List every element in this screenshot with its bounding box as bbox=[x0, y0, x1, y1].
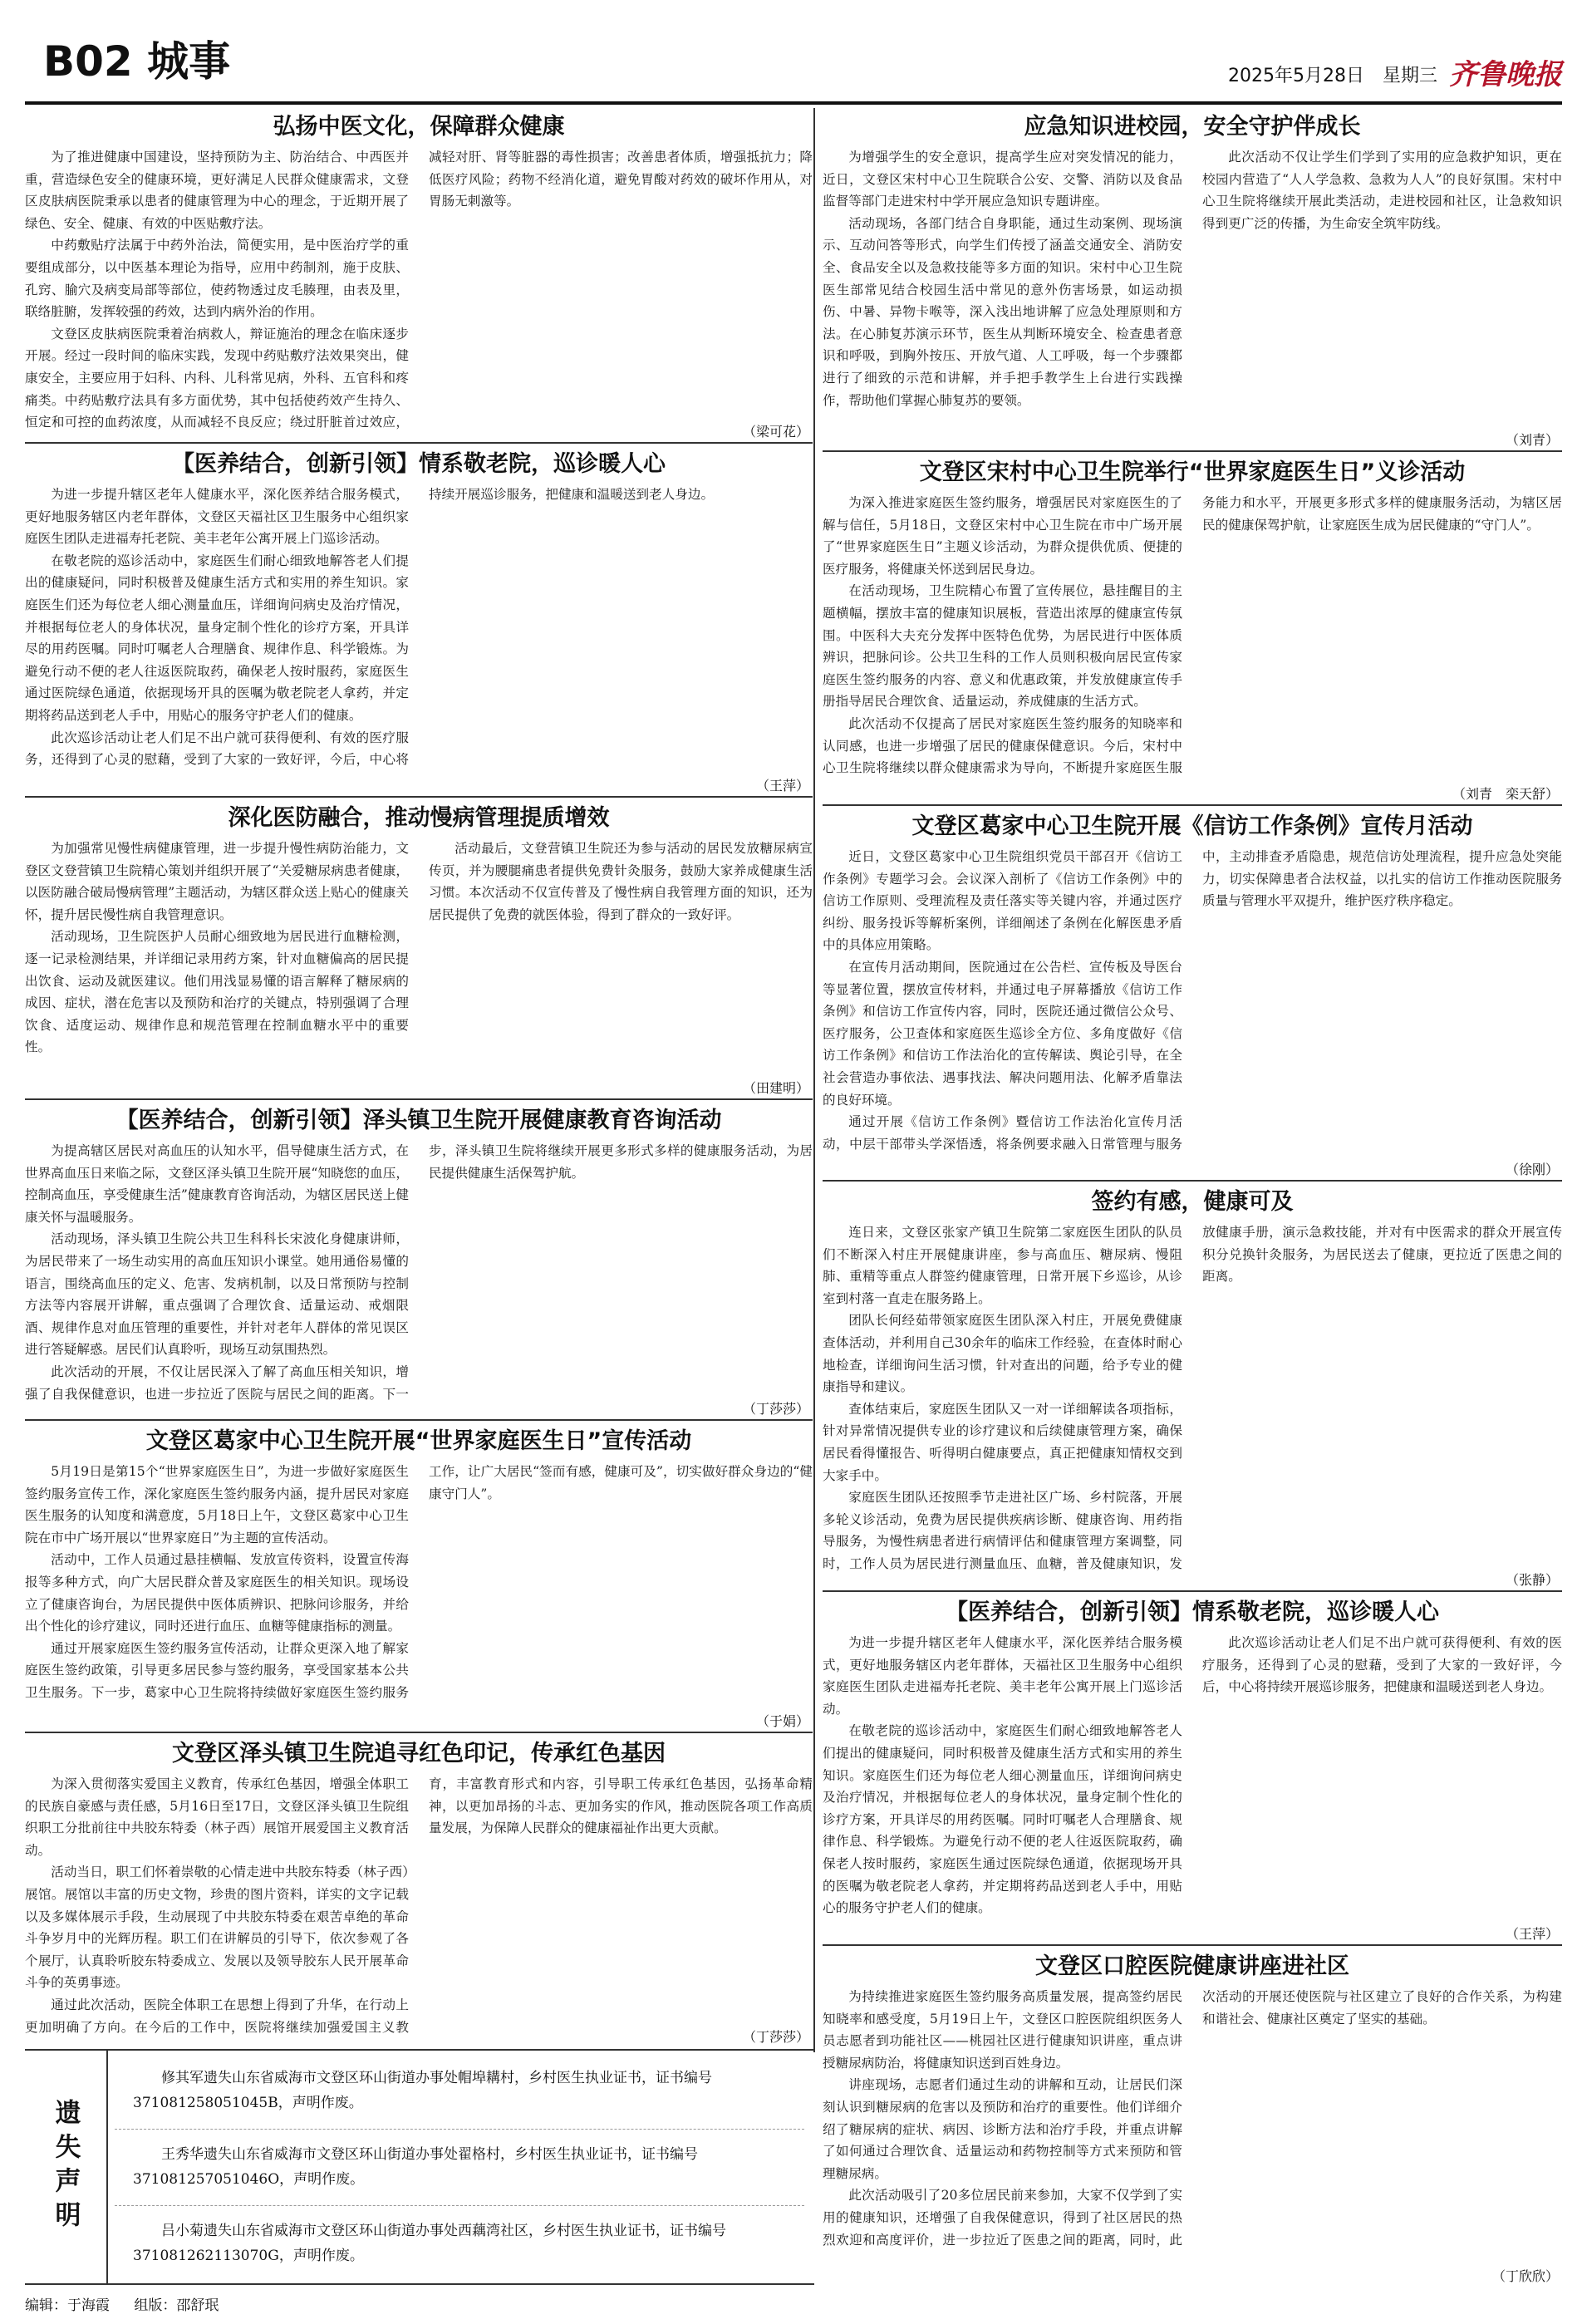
article-divider bbox=[25, 1419, 813, 1421]
article-paragraph: 为深入推进家庭医生签约服务，增强居民对家庭医生的了解与信任，5月18日，文登区宋村中心卫生院在市中广场开展了“世界家庭医生日”主题义诊活动，为群众提供优质、便捷的医疗服务，将健康关怀送到居民身边。 bbox=[823, 495, 1182, 577]
article-paragraph: 连日来，文登区张家产镇卫生院第二家庭医生团队的队员们不断深入村庄开展健康讲座，参与高血压、糖尿病、慢阻肺、重精等重点人群签约健康管理，日常开展下乡巡诊，从诊室到村落一直走在服务路上。 bbox=[823, 1225, 1182, 1306]
article-paragraph: 此次巡诊活动让老人们足不出户就可获得便利、有效的医疗服务，还得到了心灵的慰藉，受到了大家的一致好评，今后，中心将持续开展巡诊服务，把健康和温暖送到老人身边。 bbox=[25, 487, 715, 768]
article-paragraph: 查体结束后，家庭医生团队又一对一详细解读各项指标，针对异常情况提供专业的诊疗建议和后续健康管理方案，确保居民看得懂报告、听得明白健康要点，真正把健康知情权交到大家手中。 bbox=[823, 1401, 1182, 1483]
article bbox=[25, 799, 813, 1097]
article-body bbox=[25, 1140, 813, 1416]
article-title: 文登区口腔医院健康讲座进社区 bbox=[1035, 1953, 1349, 1979]
article-body bbox=[823, 846, 1562, 1177]
article-paragraph: 在宣传月活动期间，医院通过在公告栏、宣传板及导医台等显著位置，摆放宣传材料，并通过电子屏幕播放《信访工作条例》和信访工作宣传内容，同时，医院还通过微信公众号、医疗服务，公卫查体和家庭医生巡诊全方位、多角度做好《信访工作条例》和信访工作法治化的宣传解读、舆论引导，在全社会营造办事依法、遇事找法、解决问题用法、化解矛盾靠法的良好环境。 bbox=[823, 959, 1182, 1108]
article bbox=[25, 108, 813, 440]
lost-notice: 吕小菊遗失山东省威海市文登区环山街道办事处西藕湾社区，乡村医生执业证书，证书编号371081262113070G，声明作废。 bbox=[133, 2223, 726, 2264]
article-byline: （王萍） bbox=[1501, 1924, 1559, 1943]
lost-notices bbox=[25, 2049, 814, 2285]
article-body bbox=[25, 1461, 813, 1728]
article-byline: （丁欣欣） bbox=[1487, 2266, 1559, 2285]
article-paragraph: 此次活动吸引了20多位居民前来参加，大家不仅学到了实用的健康知识，还增强了自我保健意识，得到了社区居民的热烈欢迎和高度评价，进一步拉近了医患之间的距离，同时，此次活动的开展还使医院与社区建立了良好的合作关系，为构建和谐社会、健康社区奠定了坚实的基础。 bbox=[823, 1989, 1562, 2248]
article-paragraph: 此次活动不仅让学生们学到了实用的应急救护知识，更在校园内营造了“人人学急救、急救为人人”的良好氛围。宋村中心卫生院将继续开展此类活动，走进校园和社区，让急救知识得到更广泛的传播，为生命安全筑牢防线。 bbox=[1202, 150, 1562, 231]
article-divider bbox=[25, 442, 813, 444]
lost-notice: 王秀华遗失山东省威海市文登区环山街道办事处翟格村，乡村医生执业证书，证书编号371081257051046O，声明作废。 bbox=[133, 2146, 698, 2188]
article bbox=[823, 108, 1562, 449]
article-body bbox=[25, 484, 813, 793]
article-paragraph: 近日，文登区葛家中心卫生院组织党员干部召开《信访工作条例》专题学习会。会议深入剖析了《信访工作条例》中的信访工作原则、受理流程及责任落实等关键内容，并通过医疗纠纷、服务投诉等解析案例，详细阐述了条例在化解医患矛盾中的具体应用策略。 bbox=[823, 849, 1182, 953]
editor-name: 编辑：于海霞 bbox=[25, 2297, 110, 2314]
article-paragraph: 讲座现场，志愿者们通过生动的讲解和互动，让居民们深刻认识到糖尿病的危害以及预防和治疗的重要性。他们详细介绍了糖尿病的症状、病因、诊断方法和治疗手段，并重点讲解了如何通过合理饮食、适量运动和药物控制等方式来预防和管理糖尿病。 bbox=[823, 2077, 1182, 2181]
article-divider bbox=[25, 1098, 813, 1100]
article bbox=[25, 1102, 813, 1417]
article bbox=[823, 1183, 1562, 1589]
editor-credits bbox=[25, 2293, 238, 2314]
article-paragraph: 通过开展家庭医生签约服务宣传活动，让群众更深入地了解家庭医生签约政策，引导更多居民参与签约服务，享受国家基本公共卫生服务。下一步，葛家中心卫生院将持续做好家庭医生签约服务工作，让广大居民“签而有感，健康可及”，切实做好群众身边的“健康守门人”。 bbox=[25, 1464, 813, 1700]
newspaper-logo: 齐鲁晚报 bbox=[1449, 58, 1562, 91]
article-body bbox=[25, 146, 813, 439]
article bbox=[823, 1948, 1562, 2285]
article-paragraph: 在敬老院的巡诊活动中，家庭医生们耐心细致地解答老人们提出的健康疑问，同时积极普及健康生活方式和实用的养生知识。家庭医生们还为每位老人细心测量血压，详细询问病史及治疗情况，并根据每位老人的身体状况，量身定制个性化的诊疗方案，开具详尽的用药医嘱。同时叮嘱老人合理膳食、规律作息、科学锻炼。为避免行动不便的老人往返医院取药，确保老人按时服药，家庭医生通过医院绿色通道，依据现场开具的医嘱为敬老院老人拿药，并定期将药品送到老人手中，用贴心的服务守护老人们的健康。 bbox=[25, 553, 409, 723]
article-paragraph: 家庭医生团队还按照季节走进社区广场、乡村院落，开展多轮义诊活动，免费为居民提供疾病诊断、健康咨询、用药指导服务，为慢性病患者进行病情评估和健康管理方案调整，同时，工作人员为居民进行测量血压、血糖，普及健康知识，发放健康手册，演示急救技能，并对有中医需求的群众开展宣传积分兑换针灸服务，为居民送去了健康，更拉近了医患之间的距离。 bbox=[823, 1225, 1562, 1571]
article-divider bbox=[823, 804, 1562, 806]
article-body bbox=[823, 146, 1562, 447]
article-byline: （张静） bbox=[1501, 1570, 1559, 1589]
article-divider bbox=[823, 450, 1562, 452]
article-byline: （刘青） bbox=[1501, 430, 1559, 449]
article-byline: （丁莎莎） bbox=[738, 2027, 809, 2046]
lost-notice: 修其军遗失山东省威海市文登区环山街道办事处帽埠耩村，乡村医生执业证书，证书编号371081258051045B，声明作废。 bbox=[133, 2070, 712, 2111]
article-title: 文登区葛家中心卫生院开展“世界家庭医生日”宣传活动 bbox=[145, 1428, 692, 1454]
article bbox=[25, 1422, 813, 1730]
column-divider bbox=[813, 108, 815, 2052]
article-body bbox=[25, 1773, 813, 2044]
article-byline: （刘青 栾天舒） bbox=[1447, 784, 1559, 803]
article bbox=[823, 454, 1562, 803]
article-divider bbox=[823, 1944, 1562, 1946]
article-paragraph: 活动现场，泽头镇卫生院公共卫生科科长宋波化身健康讲师，为居民带来了一场生动实用的高血压知识小课堂。她用通俗易懂的语言，围绕高血压的定义、危害、发病机制，以及日常预防与控制方法等内容展开讲解，重点强调了合理饮食、适量运动、戒烟限酒、规律作息对血压管理的重要性，并针对老年人群体的常见误区进行答疑解惑。居民们认真聆听，现场互动氛围热烈。 bbox=[25, 1231, 409, 1358]
article-title: 文登区宋村中心卫生院举行“世界家庭医生日”义诊活动 bbox=[919, 459, 1466, 485]
article-paragraph: 活动当日，职工们怀着崇敬的心情走进中共胶东特委（林子西）展馆。展馆以丰富的历史文物，珍贵的图片资料，详实的文字记载以及多媒体展示手段，生动展现了中共胶东特委在艰苦卓绝的革命斗争岁月中的光辉历程。职工们在讲解员的引导下，依次参观了各个展厅，认真聆听胶东特委成立、发展以及领导胶东人民开展革命斗争的英勇事迹。 bbox=[25, 1865, 409, 1991]
article-paragraph: 中药敷贴疗法属于中药外治法，简便实用，是中医治疗学的重要组成部分，以中医基本理论为指导，应用中药制剂，施于皮肤、孔窍、腧穴及病变局部等部位，使药物透过皮毛腠理，由表及里，联络脏腑，发挥较强的药效，达到内病外治的作用。 bbox=[25, 238, 409, 320]
article-divider bbox=[823, 1590, 1562, 1592]
article-paragraph: 5月19日是第15个“世界家庭医生日”，为进一步做好家庭医生签约服务宣传工作，深化家庭医生签约服务内涵，提升居民对家庭医生服务的认知度和满意度，5月18日上午，文登区葛家中心卫生院在市中广场开展以“世界家庭日”为主题的宣传活动。 bbox=[25, 1464, 409, 1545]
layout-editor-name: 组版：邵舒珉 bbox=[134, 2297, 219, 2314]
article bbox=[823, 1594, 1562, 1943]
article-paragraph: 为深入贯彻落实爱国主义教育，传承红色基因，增强全体职工的民族自豪感与责任感，5月16日至17日，文登区泽头镇卫生院组织职工分批前往中共胶东特委（林子西）展馆开展爱国主义教育活动。 bbox=[25, 1776, 409, 1858]
article-title: 弘扬中医文化，保障群众健康 bbox=[273, 114, 565, 140]
article-divider bbox=[25, 796, 813, 798]
article-byline: （徐刚） bbox=[1501, 1159, 1559, 1178]
article-paragraph: 活动现场，各部门结合自身职能，通过生动案例、现场演示、互动问答等形式，向学生们传授了涵盖交通安全、消防安全、食品安全以及急救技能等多方面的知识。宋村中心卫生院医生部常见结合校园生活中常见的意外伤害场景，如运动损伤、中暑、异物卡喉等，深入浅出地讲解了应急处理原则和方法。在心肺复苏演示环节，医生从判断环境安全、检查患者意识和呼吸，到胸外按压、开放气道、人工呼吸，每一个步骤都进行了细致的示范和讲解，并手把手教学生上台进行实践操作，帮助他们掌握心肺复苏的要领。 bbox=[823, 215, 1182, 408]
article-paragraph: 为了推进健康中国建设，坚持预防为主、防治结合、中西医并重，营造绿色安全的健康环境，更好满足人民群众健康需求，文登区皮肤病医院秉承以患者的健康管理为中心的理念，于近期开展了绿色、安全、健康、有效的中医贴敷疗法。 bbox=[25, 150, 409, 231]
article-paragraph: 在敬老院的巡诊活动中，家庭医生们耐心细致地解答老人们提出的健康疑问，同时积极普及健康生活方式和实用的养生知识。家庭医生们还为每位老人细心测量血压，详细询问病史及治疗情况，并根据每位老人的身体状况，量身定制个性化的诊疗方案，开具详尽的用药医嘱。同时叮嘱老人合理膳食、规律作息、科学锻炼。为避免行动不便的老人往返医院取药，确保老人按时服药，家庭医生通过医院绿色通道，依据现场开具的医嘱为敬老院老人拿药，并定期将药品送到老人手中，用贴心的服务守护老人们的健康。 bbox=[823, 1723, 1182, 1916]
article-body bbox=[823, 1221, 1562, 1587]
article-paragraph: 为持续推进家庭医生签约服务高质量发展，提高签约居民知晓率和感受度，5月19日上午，文登区口腔医院组织医务人员志愿者到功能社区——桃园社区进行健康知识讲座，重点讲授糖尿病防治，将健康知识送到百姓身边。 bbox=[823, 1989, 1182, 2071]
article-title: 【医养结合，创新引领】泽头镇卫生院开展健康教育咨询活动 bbox=[115, 1108, 722, 1133]
article-divider bbox=[823, 1180, 1562, 1182]
lost-notices-label: 遗失声明 bbox=[25, 2051, 108, 2283]
article-byline: （梁可花） bbox=[738, 421, 809, 440]
article bbox=[823, 808, 1562, 1178]
article-paragraph: 为进一步提升辖区老年人健康水平，深化医养结合服务模式，更好地服务辖区内老年群体，天福社区卫生服务中心组织家庭医生团队走进福寿托老院、美丰老年公寓开展上门巡诊活动。 bbox=[823, 1635, 1182, 1717]
article-paragraph: 通过开展《信访工作条例》暨信访工作法治化宣传月活动，中层干部带头学深悟透，将条例要求融入日常管理与服务中，主动排查矛盾隐患，规范信访处理流程，提升应急处突能力，切实保障患者合法权益，以扎实的信访工作推动医院服务质量与管理水平双提升，维护医疗秩序稳定。 bbox=[823, 849, 1562, 1152]
article-paragraph: 在活动现场，卫生院精心布置了宣传展位，悬挂醒目的主题横幅，摆放丰富的健康知识展板，营造出浓厚的健康宣传氛围。中医科大夫充分发挥中医特色优势，为居民进行中医体质辨识，把脉问诊。公共卫生科的工作人员则积极向居民宣传家庭医生签约服务的内容、意义和优惠政策，并发放健康宣传手册指导居民合理饮食、适量运动，养成健康的生活方式。 bbox=[823, 583, 1182, 710]
article-title: 应急知识进校园，安全守护伴成长 bbox=[1024, 114, 1361, 140]
article-byline: （于娟） bbox=[751, 1711, 809, 1730]
masthead bbox=[25, 12, 1562, 105]
notice-divider bbox=[115, 2205, 804, 2206]
article-body bbox=[823, 1632, 1562, 1941]
article-paragraph: 此次活动不仅提高了居民对家庭医生签约服务的知晓率和认同感，也进一步增强了居民的健康保健意识。今后，宋村中心卫生院将继续以群众健康需求为导向，不断提升家庭医生服务能力和水平，开展更多形式多样的健康服务活动，为辖区居民的健康保驾护航，让家庭医生成为居民健康的“守门人”。 bbox=[823, 495, 1562, 776]
article-paragraph: 为加强常见慢性病健康管理，进一步提升慢性病防治能力，文登区文登营镇卫生院精心策划并组织开展了“关爱糖尿病患者健康，以医防融合破局慢病管理”主题活动，为辖区群众送上贴心的健康关怀，提升居民慢性病自我管理意识。 bbox=[25, 841, 409, 922]
article-divider bbox=[25, 1732, 813, 1733]
article bbox=[25, 445, 813, 794]
article-title: 【医养结合，创新引领】情系敬老院，巡诊暖人心 bbox=[172, 451, 666, 477]
article-paragraph: 活动最后，文登营镇卫生院还为参与活动的居民发放糖尿病宣传页，并为腰腿痛患者提供免费针灸服务，鼓励大家养成健康生活习惯。本次活动不仅宣传普及了慢性病自我管理方面的知识，还为居民提供了免费的就医体验，得到了群众的一致好评。 bbox=[429, 841, 813, 922]
article-title: 签约有感，健康可及 bbox=[1091, 1189, 1294, 1215]
article-byline: （王萍） bbox=[751, 775, 809, 794]
issue-date: 2025年5月28日 星期三 bbox=[1228, 66, 1437, 86]
article-paragraph: 通过此次活动，医院全体职工在思想上得到了升华，在行动上更加明确了方向。在今后的工作中，医院将继续加强爱国主义教育，丰富教育形式和内容，引导职工传承红色基因，弘扬革命精神，以更加昂扬的斗志、更加务实的作风，推动医院各项工作高质量发展，为保障人民群众的健康福祉作出更大贡献。 bbox=[25, 1776, 813, 2035]
article-byline: （田建明） bbox=[738, 1078, 809, 1097]
article-byline: （丁莎莎） bbox=[738, 1398, 809, 1417]
section-title: B02 城事 bbox=[43, 37, 231, 86]
article-body bbox=[823, 1986, 1562, 2283]
article-paragraph: 活动现场，卫生院医护人员耐心细致地为居民进行血糖检测，逐一记录检测结果，并详细记录用药方案，针对血糖偏高的居民提出饮食、运动及就医建议。他们用浅显易懂的语言解释了糖尿病的成因、症状，潜在危害以及预防和治疗的关键点，特别强调了合理饮食、适度运动、规律作息和规范管理在控制血糖水平中的重要性。 bbox=[25, 929, 409, 1055]
article-paragraph: 为增强学生的安全意识，提高学生应对突发情况的能力，近日，文登区宋村中心卫生院联合公安、交警、消防以及食品监督等部门走进宋村中学开展应急知识专题讲座。 bbox=[823, 150, 1182, 209]
article bbox=[25, 1735, 813, 2046]
article-title: 文登区葛家中心卫生院开展《信访工作条例》宣传月活动 bbox=[911, 813, 1473, 839]
article-title: 文登区泽头镇卫生院追寻红色印记，传承红色基因 bbox=[172, 1741, 666, 1766]
article-paragraph: 文登区皮肤病医院秉着治病救人，辩证施治的理念在临床逐步开展。经过一段时间的临床实践，发现中药贴敷疗法效果突出，健康安全，主要应用于妇科、内科、儿科常见病，外科、五官科和疼痛类。中药贴敷疗法具有多方面优势，其中包括使药效产生持久、恒定和可控的血药浓度，从而减轻不良反应；绕过肝脏首过效应，减轻对肝、肾等脏器的毒性损害；改善患者体质，增强抵抗力；降低医疗风险；药物不经消化道，避免胃酸对药效的破坏作用从，对胃肠无刺激等。 bbox=[25, 150, 813, 430]
article-paragraph: 为提高辖区居民对高血压的认知水平，倡导健康生活方式，在世界高血压日来临之际，文登区泽头镇卫生院开展“知晓您的血压，控制高血压，享受健康生活”健康教育咨询活动，为辖区居民送上健康关怀与温暖服务。 bbox=[25, 1143, 409, 1225]
article-title: 【医养结合，创新引领】情系敬老院，巡诊暖人心 bbox=[946, 1599, 1439, 1625]
article-body bbox=[25, 838, 813, 1095]
article-body bbox=[823, 492, 1562, 801]
article-paragraph: 团队长何经茹带领家庭医生团队深入村庄，开展免费健康查体活动，并利用自己30余年的临床工作经验，在查体时耐心地检查，详细询问生活习惯，针对查出的问题，给予专业的健康指导和建议。 bbox=[823, 1313, 1182, 1395]
article-paragraph: 此次巡诊活动让老人们足不出户就可获得便利、有效的医疗服务，还得到了心灵的慰藉，受到了大家的一致好评，今后，中心将持续开展巡诊服务，把健康和温暖送到老人身边。 bbox=[1202, 1635, 1562, 1695]
article-paragraph: 活动中，工作人员通过悬挂横幅、发放宣传资料，设置宣传海报等多种方式，向广大居民群众普及家庭医生的相关知识。现场设立了健康咨询台，为居民提供中医体质辨识、把脉问诊服务，并给出个性化的诊疗建议，同时还进行血压、血糖等健康指标的测量。 bbox=[25, 1552, 409, 1634]
article-paragraph: 为进一步提升辖区老年人健康水平，深化医养结合服务模式，更好地服务辖区内老年群体，文登区天福社区卫生服务中心组织家庭医生团队走进福寿托老院、美丰老年公寓开展上门巡诊活动。 bbox=[25, 487, 409, 547]
notice-divider bbox=[115, 2129, 804, 2130]
article-paragraph: 此次活动的开展，不仅让居民深入了解了高血压相关知识，增强了自我保健意识，也进一步拉近了医院与居民之间的距离。下一步，泽头镇卫生院将继续开展更多形式多样的健康服务活动，为居民提供健康生活保驾护航。 bbox=[25, 1143, 813, 1402]
article-title: 深化医防融合，推动慢病管理提质增效 bbox=[228, 805, 610, 831]
